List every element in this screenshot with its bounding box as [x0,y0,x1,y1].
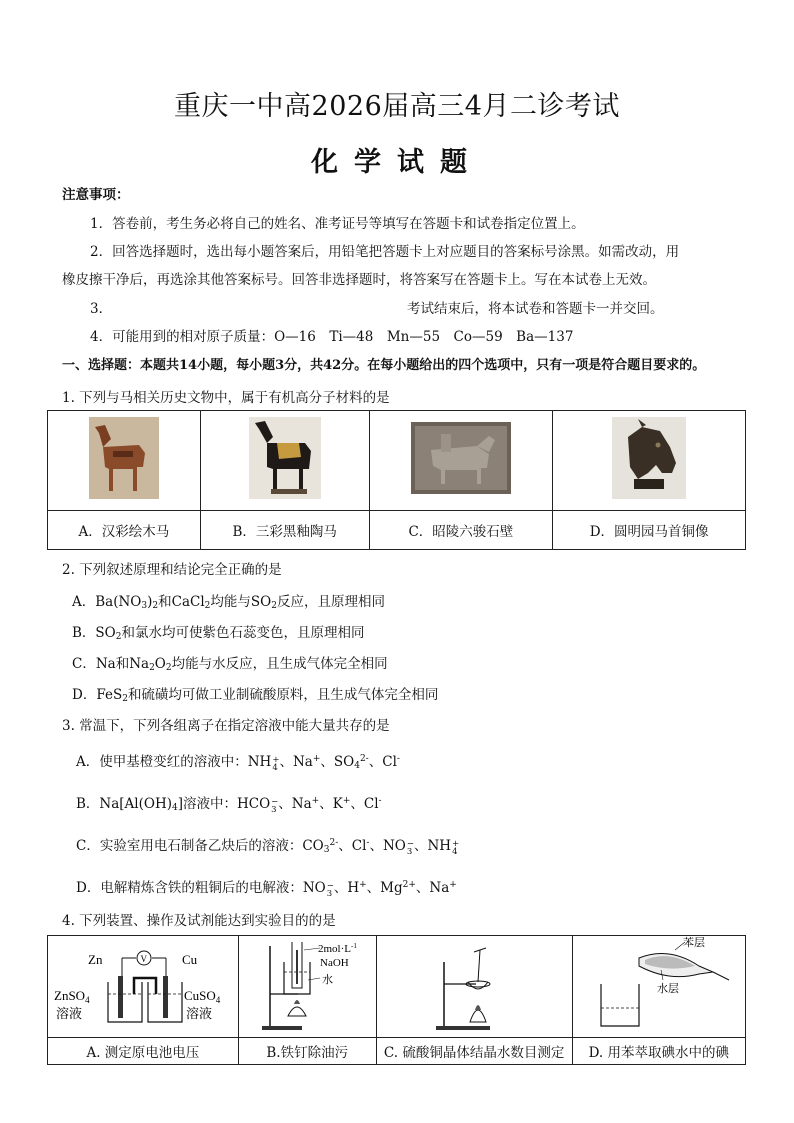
notice-item-3-text: 考试结束后，将本试卷和答题卡一并交回。 [407,301,664,317]
svg-text:苯层: 苯层 [682,937,705,950]
q4-option-d-label[interactable]: D. 用苯萃取碘水中的碘 [572,1037,745,1064]
section-1-heading: 一、选择题：本题共14小题，每小题3分，共42分。在每小题给出的四个选项中，只有一项是符合题目要求的。 [62,358,706,373]
painted-wooden-horse-picture [89,417,159,499]
q1-option-a-label[interactable]: A．汉彩绘木马 [48,510,201,549]
q2-option-c[interactable]: C．Na和$Na_2O_2$均能与水反应，且生成气体完全相同 [72,656,388,673]
svg-text:Zn: Zn [87,952,103,968]
q1-options-table [47,410,746,550]
svg-text:Cu: Cu [181,952,198,968]
q1-stem: 1. 下列与马相关历史文物中，属于有机高分子材料的是 [62,390,390,406]
notice-item-4: 4．可能用到的相对原子质量：O—16 Ti—48 Mn—55 Co—59 Ba—137 [90,329,574,345]
svg-text:NaOH: NaOH [320,957,349,970]
svg-text:水: 水 [322,974,334,987]
q3-stem: 3. 常温下，下列各组离子在指定溶液中能大量共存的是 [62,718,390,734]
svg-text:溶液: 溶液 [185,1006,212,1022]
q2-option-d[interactable]: D．FeS$_2$和硫磺均可做工业制硫酸原料，且生成气体完全相同 [72,687,439,704]
q3-option-c[interactable]: C．实验室用电石制备乙炔后的溶液：$CO_3^{2-}$、Cl-、NO− 3 、NH+ 4 [76,838,460,857]
notice-heading: 注意事项： [62,187,130,203]
q3-option-d[interactable]: D．电解精炼含铁的粗铜后的电解液：NO− 3 、H+、$Mg^{2+}$、Na+ [76,880,457,899]
q4-stem: 4. 下列装置、操作及试剂能达到实验目的的是 [62,913,336,929]
bronze-horse-head-picture [612,417,686,499]
q4-option-b-figure-cell [238,936,376,1038]
q2-stem: 2. 下列叙述原理和结论完全正确的是 [62,562,282,578]
crystal-water-heating-diagram [414,936,534,1032]
q4-option-a-figure-cell [48,936,239,1038]
q2-option-b[interactable]: B．$SO_2$和氯水均可使紫色石蕊变色，且原理相同 [72,625,365,642]
svg-text:2mol·L-1: $2mol\cdot L^{-1}$ [318,942,358,956]
q4-option-c-label[interactable]: C. 硫酸铜晶体结晶水数目测定 [376,1037,572,1064]
q4-option-c-figure-cell [376,936,572,1038]
notice-item-2-line1: 2．回答选择题时，选出每小题答案后，用铅笔把答题卡上对应题目的答案标号涂黑。如需改动，用 [90,244,680,260]
svg-text:水层: 水层 [656,983,679,996]
q4-options-table [47,935,746,1065]
galvanic-cell-diagram [50,936,236,1032]
zhaoling-stone-relief-picture [411,422,511,494]
q3-option-b[interactable]: B．$Na[Al(OH)_4]$溶液中：HCO− 3 、Na+、K+、Cl- [76,796,382,815]
svg-text:V: V [140,954,147,965]
q1-option-b-label[interactable]: B．三彩黑釉陶马 [200,510,369,549]
q2-option-a[interactable]: A．$Ba(NO_3)_2$和CaCl$_2$均能与$SO_2$反应，且原理相同 [72,594,385,611]
notice-item-1: 1．答卷前，考生务必将自己的姓名、准考证号等填写在答题卡和试卷指定位置上。 [90,216,585,232]
q4-option-a-label[interactable]: A. 测定原电池电压 [48,1037,239,1064]
q1-option-a-picture-cell [48,411,201,511]
sancai-glazed-pottery-horse-picture [249,417,321,499]
exam-title: 重庆一中高2026届高三4月二诊考试 [174,91,620,122]
exam-subtitle: 化学试题 [311,147,483,178]
q1-option-c-picture-cell [369,411,553,511]
iron-nail-degreasing-diagram [240,936,374,1032]
notice-item-3-number: 3． [90,301,113,317]
svg-text:CuSO4: CuSO$_4$ [183,988,221,1006]
q1-option-d-label[interactable]: D．圆明园马首铜像 [553,510,746,549]
q4-option-b-label[interactable]: B.铁钉除油污 [238,1037,376,1064]
separatory-funnel-diagram [579,936,739,1032]
q1-option-d-picture-cell [553,411,746,511]
notice-item-2-line2: 橡皮擦干净后，再选涂其他答案标号。回答非选择题时，将答案写在答题卡上。写在本试卷上无效。 [62,272,656,288]
q4-option-d-figure-cell [572,936,745,1038]
q1-option-c-label[interactable]: C．昭陵六骏石壁 [369,510,553,549]
q3-option-a[interactable]: A．使甲基橙变红的溶液中：NH+ 4 、Na+、$SO_4^{2-}$、Cl- [76,754,400,773]
q1-option-b-picture-cell [200,411,369,511]
svg-text:ZnSO4: ZnSO$_4$ [53,988,90,1006]
svg-text:溶液: 溶液 [55,1006,82,1022]
